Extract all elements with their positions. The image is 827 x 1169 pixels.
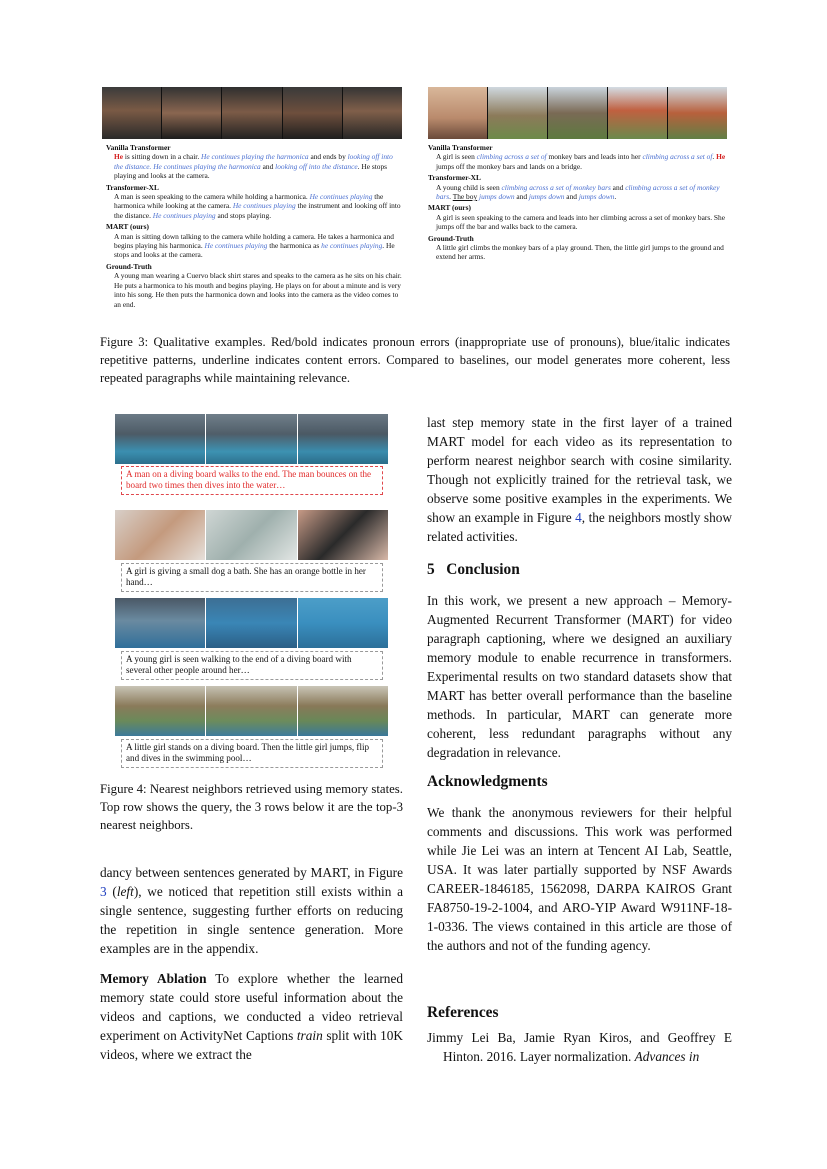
figure4-caption: Figure 4: Nearest neighbors retrieved using memory states. Top row shows the query, the 3 rows below it are the top-3 nearest neighbors. — [100, 782, 403, 832]
repetition-span: jumps down — [578, 192, 615, 202]
acknowledgments-paragraph: We thank the anonymous reviewers for their helpful comments and discussions. This work was performed while Jie Lei was an intern at Tencent AI Lab, Seattle, USA. It was later partially supported by NSF Awards CAREER-1846185, 1562098, DARPA KAIROS Grant FA8750-19-2-1004, and ARO-YIP Award W911NF-18-1-0336. The views contained in this article are those of the authors and not of the funding agency. — [427, 805, 732, 953]
neighbor2-video-frames — [115, 598, 388, 648]
repetition-span: He continues playing — [309, 192, 373, 202]
model-name: Transformer-XL — [428, 173, 481, 183]
right-paragraph — [427, 413, 732, 546]
text-span: A man is seen speaking to the camera while holding a harmonica. — [114, 192, 310, 202]
text-span: . — [614, 192, 617, 202]
pronoun-error-span: He — [114, 152, 124, 162]
memory-ablation-paragraph — [100, 969, 403, 1064]
content-error-span: The boy — [452, 192, 478, 202]
text-span: A little girl climbs the monkey bars of a play ground. Then, the little girl jumps to the ground and extend her arms. — [436, 243, 724, 262]
text-span: . — [712, 152, 717, 162]
model-name: Transformer-XL — [106, 182, 159, 192]
text-run-italic: train — [296, 1028, 323, 1043]
text-span: A young child is seen — [436, 182, 502, 192]
video-frame — [206, 686, 297, 736]
video-frame — [343, 87, 402, 139]
generated-paragraph — [106, 192, 402, 220]
text-span: A girl is seen — [436, 152, 477, 162]
text-span: A young man wearing a Cuervo black shirt stares and speaks to the camera as he sits on his chair. He puts a harmonica to his mouth and begins playing. He plays on for about a minute and is very into his song. He then puts the harmonica down and looks into the camera as the video comes to an end. — [114, 271, 402, 309]
video-frame — [298, 598, 388, 648]
video-frame — [298, 510, 388, 560]
text-span: A girl is seen speaking to the camera and leads into her climbing across a set of monkey bars. She jumps off the bar and walks back to the camera. — [436, 212, 725, 232]
model-name: Vanilla Transformer — [106, 143, 171, 152]
repetition-span: jumps down — [528, 192, 565, 202]
text-span: . He stops and looks at the camera. — [114, 241, 395, 260]
figure-ref-link[interactable]: 4 — [575, 510, 582, 525]
text-run: ( — [106, 884, 117, 899]
video-frame — [162, 87, 222, 139]
repetition-span: climbing across a set of monkey bars — [436, 182, 720, 202]
text-run: , the neighbors mostly show related activities. — [427, 510, 732, 544]
query-caption-box: A man on a diving board walks to the end. The man bounces on the board two times then dives into the water… — [121, 466, 383, 495]
text-span: and ends by — [308, 152, 348, 162]
section-heading-acknowledgments: Acknowledgments — [427, 773, 548, 790]
video-frame — [115, 414, 206, 464]
text-run: To explore whether the learned memory state could store useful information about the videos and captions, we conducted a video retrieval experiment on ActivityNet Captions — [100, 971, 404, 1043]
section-heading-references: References — [427, 1004, 499, 1021]
video-frame — [222, 87, 282, 139]
neighbor2-caption-box: A young girl is seen walking to the end of a diving board with several other people around her… — [121, 651, 383, 680]
model-name: Vanilla Transformer — [428, 143, 493, 152]
text-span: . — [449, 192, 453, 202]
text-span: is sitting down in a chair. — [123, 152, 202, 162]
figure3-left-column — [106, 141, 402, 309]
text-run: Jimmy Lei Ba, Jamie Ryan Kiros, and Geoffrey E Hinton. 2016. Layer normalization. — [427, 1030, 732, 1064]
text-span: the instrument and looking off into the distance. — [114, 201, 401, 220]
model-name: MART (ours) — [428, 203, 471, 213]
section-number: 5 — [427, 561, 435, 578]
text-span: the harmonica as — [267, 241, 322, 251]
video-frame — [115, 510, 206, 560]
text-run: dancy between sentences generated by MART, in Figure — [100, 865, 403, 880]
video-frame — [283, 87, 343, 139]
video-frame — [206, 414, 297, 464]
conclusion-paragraph: In this work, we present a new approach – Memory-Augmented Recurrent Transformer (MART) for video paragraph captioning, where we designed an auxiliary memory module to enable recurrence in transformers. Experimental results on two standard datasets show that MART has better overall performance than the baseline methods. In particular, MART can generate more coherent, less redundant paragraphs without any degradation in relevance. — [427, 593, 732, 760]
video-frame — [608, 87, 668, 139]
neighbor3-video-frames — [115, 686, 388, 736]
query-video-frames — [115, 414, 388, 464]
figure3-right-column — [428, 141, 728, 262]
video-frame — [548, 87, 608, 139]
text-run: last step memory state in the first layer of a trained MART model for each video as its representation to perform nearest neighbor search with cosine similarity. Though not explicitly trained for the retrieval task, we observe some positive examples in the experiments. We show an example in Figure — [427, 415, 732, 525]
repetition-span: looking off into the distance — [275, 161, 358, 171]
repetition-span: climbing across a set of — [476, 152, 547, 162]
repetition-span: he continues playing — [321, 241, 383, 251]
neighbor1-caption-box: A girl is giving a small dog a bath. She has an orange bottle in her hand… — [121, 563, 383, 592]
repetition-span: He continues playing — [204, 241, 268, 251]
repetition-span: looking off into the distance. He continues playing the harmonica — [114, 152, 393, 171]
pronoun-error-span: He — [716, 152, 726, 162]
text-run-italic: Advances in — [634, 1048, 700, 1064]
video-frame — [298, 686, 388, 736]
paragraph-heading: Memory Ablation — [100, 971, 207, 986]
text-run: split with 10K videos, where we extract the — [100, 1028, 403, 1062]
figure3-right-video-strip — [428, 87, 727, 139]
text-span: . He stops playing and looks at the camera. — [114, 161, 388, 181]
video-frame — [206, 510, 297, 560]
video-frame — [298, 414, 388, 464]
video-frame — [115, 598, 206, 648]
left-paragraph — [100, 863, 403, 958]
figure3-caption: Figure 3: Qualitative examples. Red/bold indicates pronoun errors (inappropriate use of pronouns), blue/italic indicates repetitive patterns, underline indicates content errors. Compared to baselines, our model generates more coherent, less repeated paragraphs while maintaining relevance. — [100, 335, 730, 385]
text-span: jumps off the monkey bars and lands on a bridge. — [436, 161, 583, 171]
generated-paragraph — [428, 152, 728, 171]
section-heading-conclusion — [427, 561, 520, 579]
text-span: and — [610, 182, 626, 192]
text-run: ), we noticed that repetition still exists within a single sentence, suggesting further efforts on reducing the repetition in single sentence generation. More examples are in the appendix. — [100, 884, 403, 956]
model-name: Ground-Truth — [106, 261, 152, 271]
repetition-span: He continues playing — [232, 201, 296, 211]
reference-entry — [427, 1029, 732, 1066]
text-run-italic: left — [116, 884, 134, 899]
model-name: Ground-Truth — [428, 233, 474, 243]
repetition-span: climbing across a set of — [642, 152, 713, 162]
figure-ref-link[interactable]: 3 — [100, 884, 107, 899]
text-span: A man is sitting down talking to the camera while holding a camera. He takes a harmonica and begins playing his harmonica. — [114, 231, 394, 251]
text-span: and — [564, 192, 579, 202]
repetition-span: He continues playing — [152, 210, 216, 220]
repetition-span: jumps down — [479, 192, 515, 202]
video-frame — [668, 87, 727, 139]
text-span: and — [260, 161, 276, 171]
video-frame — [488, 87, 548, 139]
generated-paragraph — [106, 152, 402, 180]
video-frame — [428, 87, 488, 139]
generated-paragraph — [428, 243, 728, 262]
generated-paragraph — [106, 271, 402, 309]
generated-paragraph — [428, 183, 728, 202]
text-span: and stops playing. — [215, 210, 272, 220]
text-span: the harmonica while looking at the camera. — [114, 192, 384, 211]
repetition-span: climbing across a set of monkey bars — [501, 182, 611, 192]
figure3-left-video-strip — [102, 87, 402, 139]
video-frame — [206, 598, 297, 648]
video-frame — [102, 87, 162, 139]
neighbor1-video-frames — [115, 510, 388, 560]
text-span: and — [514, 192, 529, 202]
repetition-span: He continues playing the harmonica — [201, 152, 309, 162]
section-title: Conclusion — [446, 561, 520, 578]
generated-paragraph — [106, 232, 402, 260]
model-name: MART (ours) — [106, 222, 149, 232]
video-frame — [115, 686, 206, 736]
generated-paragraph — [428, 213, 728, 232]
neighbor3-caption-box: A little girl stands on a diving board. Then the little girl jumps, flip and dives in the swimming pool… — [121, 739, 383, 768]
text-span: monkey bars and leads into her — [546, 152, 643, 162]
